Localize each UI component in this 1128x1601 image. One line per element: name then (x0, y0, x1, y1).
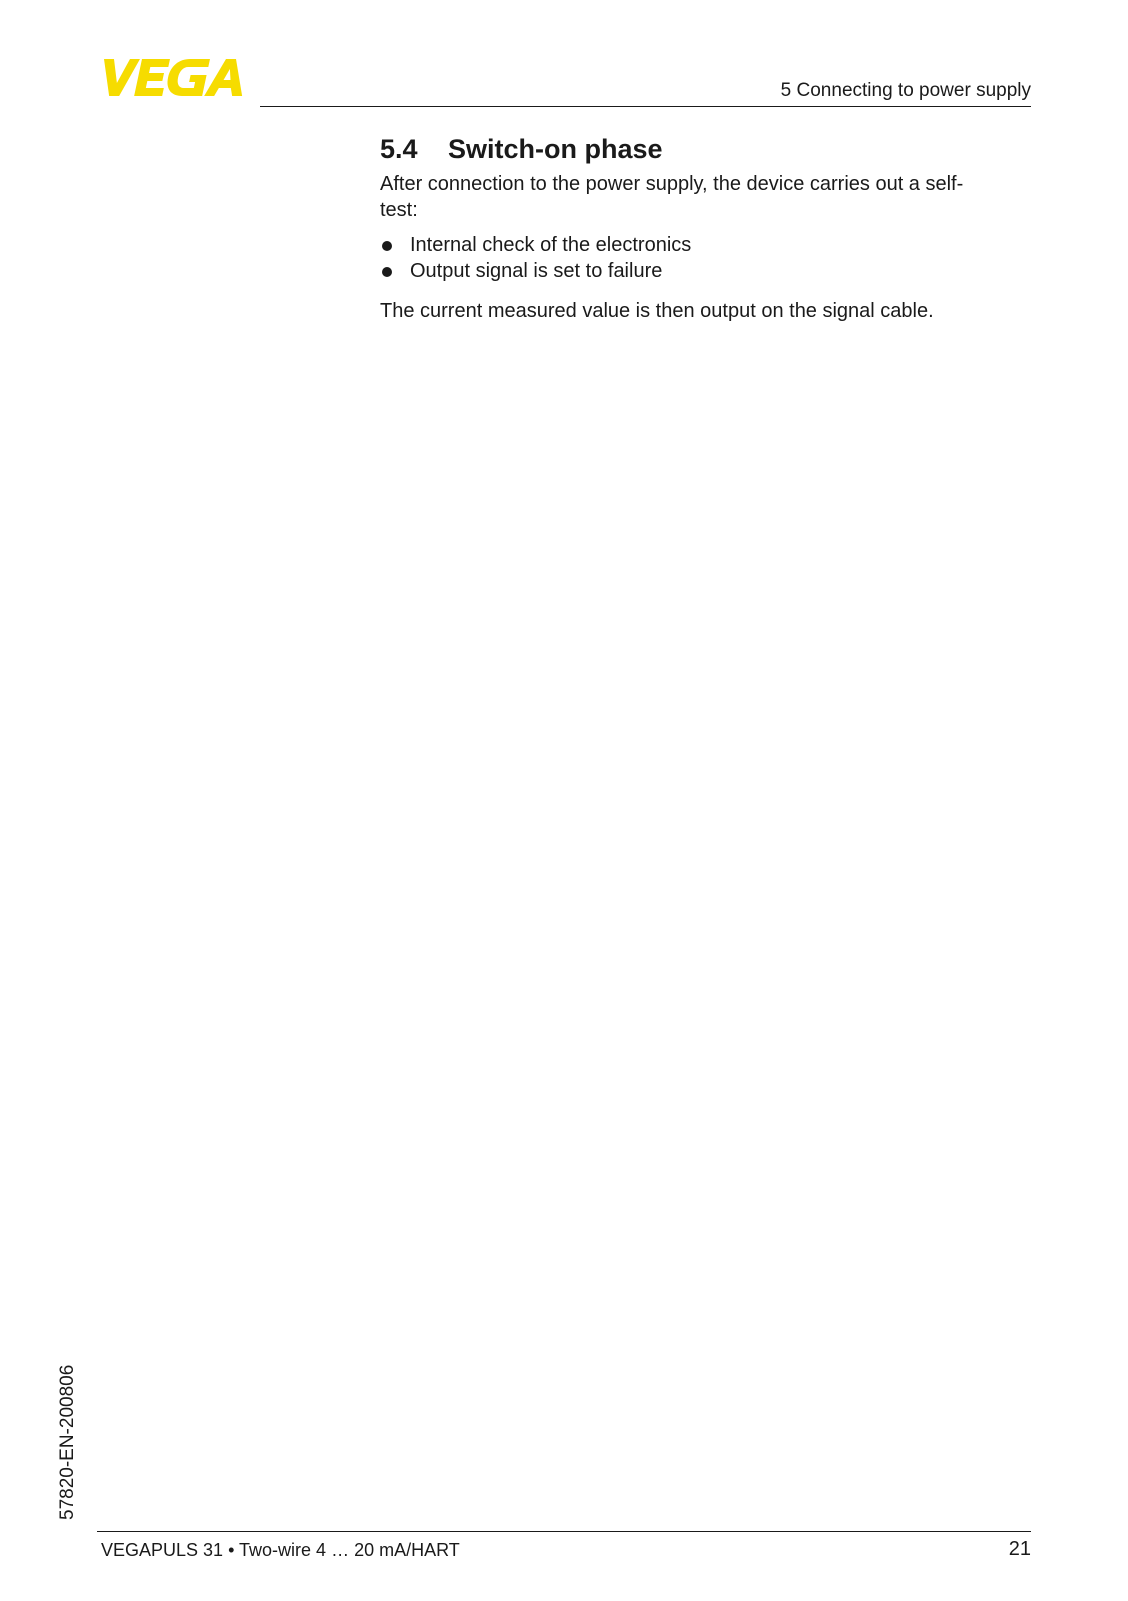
list-item-text: Output signal is set to failure (410, 260, 663, 282)
closing-paragraph: The current measured value is then output on the signal cable. (380, 300, 934, 322)
footer-product-name: VEGAPULS 31 • Two-wire 4 … 20 mA/HART (101, 1540, 460, 1560)
list-item-text: Internal check of the electronics (410, 234, 692, 256)
intro-paragraph: After connection to the power supply, the device carries out a self-test: (380, 173, 964, 221)
bullet-icon (380, 258, 410, 284)
list-item (380, 258, 1020, 284)
header-divider (260, 106, 1031, 107)
page-number: 21 (1008, 1538, 1031, 1560)
running-header-chapter: 5 Connecting to power supply (780, 80, 1031, 101)
document-code: 57820-EN-200806 (57, 1364, 78, 1520)
section-number: 5.4 (380, 134, 418, 164)
vega-logo (96, 59, 248, 97)
footer-divider (97, 1531, 1031, 1532)
list-item (380, 232, 1020, 258)
bullet-icon (380, 232, 410, 258)
section-title: Switch-on phase (448, 134, 663, 164)
page-content (380, 132, 1020, 324)
section-heading (380, 132, 1020, 166)
self-test-list (380, 232, 1020, 284)
